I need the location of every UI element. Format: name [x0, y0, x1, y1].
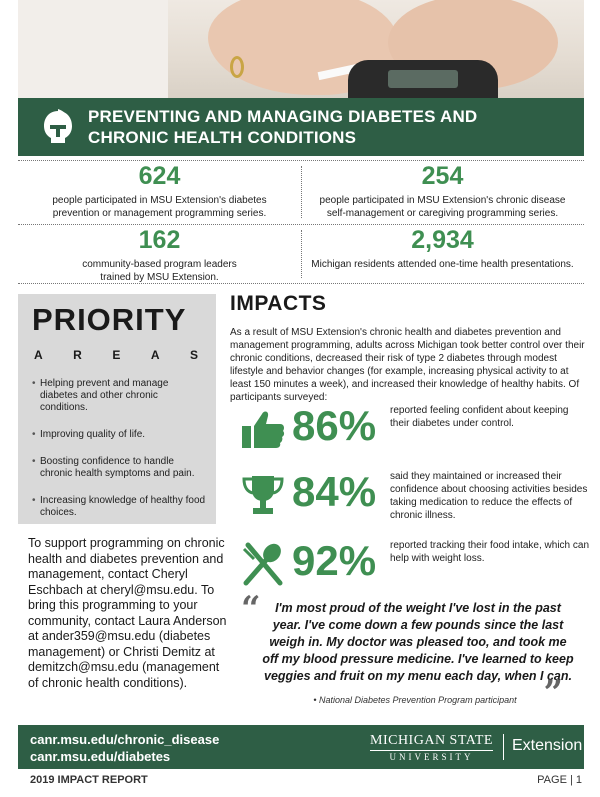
stat-participants-diabetes	[18, 162, 301, 220]
stat-label: Michigan residents attended one-time health presentations.	[311, 259, 574, 270]
title-banner	[18, 98, 584, 156]
list-item: • Helping prevent and manage diabetes and other chronic conditions.	[32, 378, 206, 414]
testimonial-quote	[241, 589, 585, 713]
footer-bar	[18, 725, 584, 769]
open-quote-icon: “	[241, 589, 261, 629]
stat-residents	[301, 226, 584, 271]
trophy-icon	[240, 472, 286, 518]
stats-grid	[18, 160, 584, 284]
footer-links	[30, 731, 219, 765]
stat-value: 2,934	[411, 226, 474, 254]
link-diabetes[interactable]: canr.msu.edu/diabetes	[30, 749, 171, 764]
logo-extension: Extension	[512, 737, 583, 754]
stat-value: 254	[421, 162, 464, 190]
support-contact-text: To support programming on chronic health and diabetes prevention and management, contact Cheryl Eschbach at cheryl@msu.edu. To bring this programming to your community, contact Laura Anderson at ander359@msu.edu (diabetes management) or Christi Demitz at demitzch@msu.edu (management of chronic health conditions).	[28, 536, 227, 690]
divider	[18, 224, 584, 225]
priority-list	[32, 378, 206, 519]
impact-percent: 86%	[292, 402, 377, 449]
page-title	[88, 106, 477, 148]
stat-label: people participated in MSU Extension's diabetes prevention or management programming series.	[52, 195, 267, 219]
spartan-helmet-icon	[38, 107, 78, 147]
list-item: • Improving quality of life.	[32, 429, 206, 441]
logo-divider	[503, 734, 504, 760]
stat-value: 162	[138, 226, 181, 254]
stat-program-leaders	[18, 226, 301, 284]
priority-areas-panel	[18, 294, 216, 524]
impact-percent: 84%	[292, 468, 377, 515]
page-footer	[18, 772, 584, 792]
impact-description: reported feeling confident about keeping their diabetes under control.	[390, 405, 569, 429]
impacts-section	[230, 292, 585, 404]
link-chronic-disease[interactable]: canr.msu.edu/chronic_disease	[30, 732, 220, 747]
impact-percent: 92%	[292, 537, 377, 584]
impact-description: said they maintained or increased their confidence about choosing activities besides taking medication to reduce the effects of chronic illness.	[390, 471, 588, 521]
utensils-icon	[240, 541, 286, 587]
page-number: PAGE | 1	[537, 774, 582, 786]
stat-label: community-based program leaders trained by MSU Extension.	[82, 259, 237, 283]
close-quote-icon: ”	[543, 673, 563, 713]
impact-row	[240, 535, 589, 595]
impacts-intro: As a result of MSU Extension's chronic health and diabetes prevention and management programming, adults across Michigan took better control over their chronic conditions, decreased their risk of type 2 diabetes through modest lifestyle and behavior changes (for example, increasing physical activity to at least 150 minutes a week), and increased their knowledge of healthy habits. Of participants surveyed:	[230, 327, 585, 403]
impacts-heading: IMPACTS	[230, 292, 327, 315]
logo-line-2: UNIVERSITY	[389, 752, 474, 762]
quote-text: I'm most proud of the weight I've lost in the past year. I've come down a few pounds since the last weigh in. My doctor was pleased too, and took me off my blood pressure medicine. I've learned to keep veggies and fruit on my menu each day, when I can.	[262, 601, 574, 683]
title-line-2: CHRONIC HEALTH CONDITIONS	[88, 128, 357, 147]
logo-line-1: MICHIGAN STATE	[370, 733, 493, 751]
list-item: • Increasing knowledge of healthy food choices.	[32, 495, 206, 519]
priority-heading: PRIORITY	[32, 302, 187, 337]
areas-subheading: A R E A S	[34, 348, 198, 362]
divider	[18, 160, 584, 161]
impact-description: reported tracking their food intake, which can help with weight loss.	[390, 540, 589, 564]
stat-value: 624	[138, 162, 181, 190]
title-line-1: PREVENTING AND MANAGING DIABETES AND	[88, 107, 478, 126]
report-label: 2019 IMPACT REPORT	[30, 774, 148, 786]
quote-attribution: • National Diabetes Prevention Program participant	[313, 695, 517, 705]
list-item: • Boosting confidence to handle chronic health symptoms and pain.	[32, 456, 206, 480]
msu-logo	[370, 733, 493, 762]
thumbs-up-icon	[240, 406, 286, 452]
stat-label: people participated in MSU Extension's chronic disease self-management or caregiving programming series.	[319, 195, 566, 219]
impact-row	[240, 400, 585, 460]
hero-photo	[18, 0, 584, 98]
stat-participants-chronic	[301, 162, 584, 220]
impact-row	[240, 466, 588, 526]
